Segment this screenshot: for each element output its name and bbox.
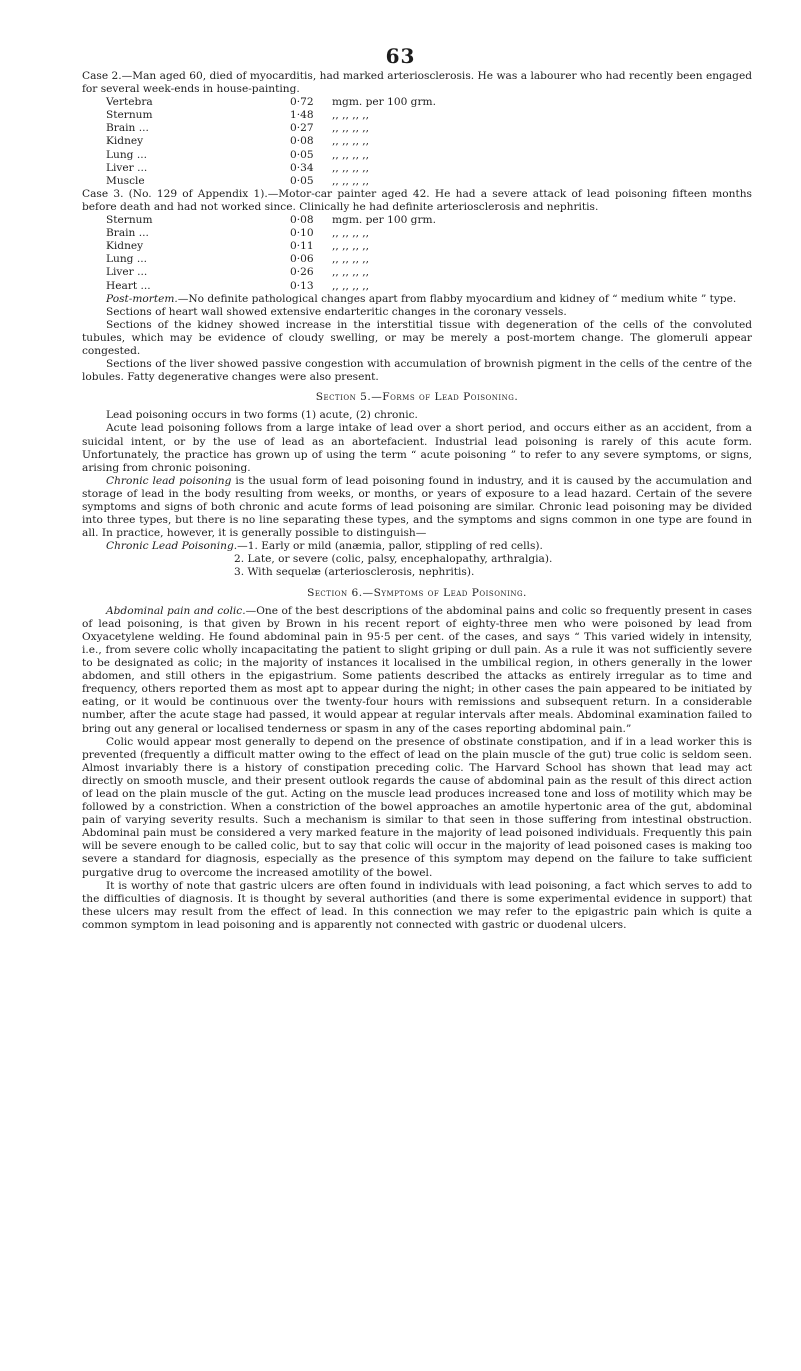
chronic-types-list	[82, 540, 752, 579]
section6-para-colic	[82, 605, 752, 736]
lead-value: 0·72	[290, 96, 314, 109]
postmortem-text: —No definite pathological changes apart from flabby myocardium and kidney of “ medium white ” type.	[177, 292, 737, 305]
unit-label: ,, ,, ,, ,,	[332, 253, 370, 266]
list-item: 2. Late, or severe (colic, palsy, encephalopathy, arthralgia).	[234, 553, 553, 566]
case3-lead-table	[106, 214, 436, 293]
page-body	[82, 70, 752, 932]
unit-label: ,, ,, ,, ,,	[332, 227, 370, 240]
table-row	[106, 253, 436, 266]
table-row	[106, 149, 436, 162]
table-row	[106, 280, 436, 293]
organ-name: Brain ...	[106, 227, 149, 240]
organ-name: Liver ...	[106, 266, 148, 279]
organ-name: Kidney	[106, 240, 144, 253]
organ-name: Brain ...	[106, 122, 149, 135]
unit-label: mgm. per 100 grm.	[332, 96, 436, 109]
lead-value: 0·13	[290, 279, 314, 292]
lead-value: 0·08	[290, 214, 314, 227]
table-row	[106, 175, 436, 188]
list-label: Chronic Lead Poisoning.	[106, 540, 238, 553]
table-row	[106, 227, 436, 240]
lead-value: 1·48	[290, 109, 314, 122]
unit-label: ,, ,, ,, ,,	[332, 122, 370, 135]
lead-value: 0·05	[290, 174, 314, 187]
liver-sections-paragraph: Sections of the liver showed passive congestion with accumulation of brownish pigment in the cells of the centre of the lobules. Fatty degenerative changes were also present.	[82, 358, 752, 384]
organ-name: Kidney	[106, 135, 144, 148]
lead-value: 0·05	[290, 148, 314, 161]
organ-name: Vertebra	[106, 96, 153, 109]
organ-name: Lung ...	[106, 148, 147, 161]
unit-label: ,, ,, ,, ,,	[332, 266, 370, 279]
lead-value: 0·34	[290, 161, 314, 174]
chronic-label: Chronic lead poisoning	[106, 474, 232, 487]
organ-name: Liver ...	[106, 161, 148, 174]
unit-label: ,, ,, ,, ,,	[332, 279, 370, 292]
table-row	[106, 162, 436, 175]
section5-para-acute: Acute lead poisoning follows from a large intake of lead over a short period, and occurs either as an accident, from a suicidal intent, or by the use of lead as an abortefacient. Industrial lead poisoning is rarely of this acute form. Unfortunately, the practice has grown up of using the term “ acute poisoning ” to refer to any severe symptoms, or signs, arising from chronic poisoning.	[82, 422, 752, 474]
organ-name: Lung ...	[106, 253, 147, 266]
section6-para-constipation: Colic would appear most generally to depend on the presence of obstinate constipation, and if in a lead worker this is prevented (frequently a difficult matter owing to the effect of lead on the plain muscle of the gut) true colic is seldom seen. Almost invariably there is a history of constipation preceding colic. The Harvard School has shown that lead may act directly on smooth muscle, and their present outlook regards the cause of abdominal pain as the result of this direct action of lead on the plain muscle of the gut. Acting on the muscle lead produces increased tone and loss of motility which may be followed by a constriction. When a constriction of the bowel approaches an amotile hypertonic area of the gut, abdominal pain of varying severity results. Such a mechanism is similar to that seen in those suffering from intestinal obstruction. Abdominal pain must be considered a very marked feature in the majority of lead poisoned individuals. Frequently this pain will be severe enough to be called colic, but to say that colic will occur in the majority of lead poisoned cases is making too severe a standard for diagnosis, especially as the presence of this symptom may depend on the failure to take sufficient purgative drug to overcome the increased amotility of the bowel.	[82, 735, 752, 879]
table-row	[106, 109, 436, 122]
case3-intro: Case 3. (No. 129 of Appendix 1).—Motor-car painter aged 42. He had a severe attack of lead poisoning fifteen months before death and had not worked since. Clinically he had definite arteriosclerosis and nephritis.	[82, 187, 752, 213]
postmortem-label: Post-mortem.	[106, 292, 178, 305]
unit-label: ,, ,, ,, ,,	[332, 161, 370, 174]
lead-value: 0·08	[290, 135, 314, 148]
table-row	[106, 240, 436, 253]
heart-sections-paragraph: Sections of heart wall showed extensive endarteritic changes in the coronary vessels.	[106, 305, 567, 318]
table-row	[106, 122, 436, 135]
case2-intro: Case 2.—Man aged 60, died of myocarditis, had marked arteriosclerosis. He was a labourer who had recently been engaged for several week-ends in house-painting.	[82, 70, 752, 96]
organ-name: Sternum	[106, 214, 153, 227]
table-row	[106, 96, 436, 109]
unit-label: ,, ,, ,, ,,	[332, 240, 370, 253]
table-row	[106, 214, 436, 227]
unit-label: ,, ,, ,, ,,	[332, 148, 370, 161]
list-item: 3. With sequelæ (arteriosclerosis, nephritis).	[234, 566, 475, 579]
case2-lead-table	[106, 96, 436, 188]
unit-label: ,, ,, ,, ,,	[332, 174, 370, 187]
lead-value: 0·26	[290, 266, 314, 279]
organ-name: Muscle	[106, 174, 145, 187]
section5-para-chronic	[82, 475, 752, 540]
section6-heading: Section 6.—Symptoms of Lead Poisoning.	[307, 586, 527, 599]
lead-value: 0·11	[290, 240, 314, 253]
unit-label: mgm. per 100 grm.	[332, 214, 436, 227]
organ-name: Sternum	[106, 109, 153, 122]
section5-heading: Section 5.—Forms of Lead Poisoning.	[315, 391, 519, 404]
unit-label: ,, ,, ,, ,,	[332, 109, 370, 122]
lead-value: 0·10	[290, 227, 314, 240]
table-row	[106, 266, 436, 279]
section5-para-forms: Lead poisoning occurs in two forms (1) acute, (2) chronic.	[106, 409, 418, 422]
page-number: 63	[385, 44, 416, 68]
table-row	[106, 135, 436, 148]
list-item: Chronic Lead Poisoning.—1. Early or mild (anæmia, pallor, stippling of red cells).	[106, 540, 543, 553]
abdominal-pain-text: —One of the best descriptions of the abdominal pains and colic so frequently present in cases of lead poisoning, is that given by Brown in his recent report of eighty-three men who were poisoned by lead from Oxyacetylene welding. He found abdominal pain in 95·5 per cent. of the cases, and says “ This varied widely in intensity, i.e., from severe colic wholly incapacitating the patient to slight griping or dull pain. As a rule it was not sufficiently severe to be designated as colic; in the majority of instances it localised in the umbilical region, in others generally in the lower abdomen, and still others in the epigastrium. Some patients described the attacks as entirely irregular as to time and frequency, others reported them as most apt to appear during the night; in other cases the pain appeared to be initiated by eating, or it would be continuous over the twenty-four hours with remissions and subsequent return. In a considerable number, after the acute stage had passed, it would appear at regular intervals after meals. Abdominal examination failed to bring out any general or localised tenderness or spasm in any of the cases reporting abdominal pain.”	[82, 604, 752, 735]
kidney-sections-paragraph: Sections of the kidney showed increase in the interstitial tissue with degeneration of the cells of the convoluted tubules, which may be evidence of cloudy swelling, or may be merely a post-mortem change. The glomeruli appear congested.	[82, 318, 752, 357]
lead-value: 0·06	[290, 253, 314, 266]
postmortem-paragraph	[82, 293, 752, 306]
section6-para-gastric: It is worthy of note that gastric ulcers are often found in individuals with lead poisoning, a fact which serves to add to the difficulties of diagnosis. It is thought by several authorities (and there is some experimental evidence in support) that these ulcers may result from the effect of lead. In this connection we may refer to the epigastric pain which is quite a common symptom in lead poisoning and is apparently not connected with gastric or duodenal ulcers.	[82, 879, 752, 931]
organ-name: Heart ...	[106, 279, 151, 292]
chronic-text: is the usual form of lead poisoning found in industry, and it is caused by the accumulation and storage of lead in the body resulting from weeks, or months, or years of exposure to a lead hazard. Certain of the severe symptoms and signs of both chronic and acute forms of lead poisoning are similar. Chronic lead poisoning may be divided into three types, but there is no line separating these types, and the symptoms and signs common in one type are found in all. In practice, however, it is generally possible to distinguish—	[82, 474, 752, 540]
lead-value: 0·27	[290, 122, 314, 135]
abdominal-pain-label: Abdominal pain and colic.	[106, 604, 246, 617]
unit-label: ,, ,, ,, ,,	[332, 135, 370, 148]
